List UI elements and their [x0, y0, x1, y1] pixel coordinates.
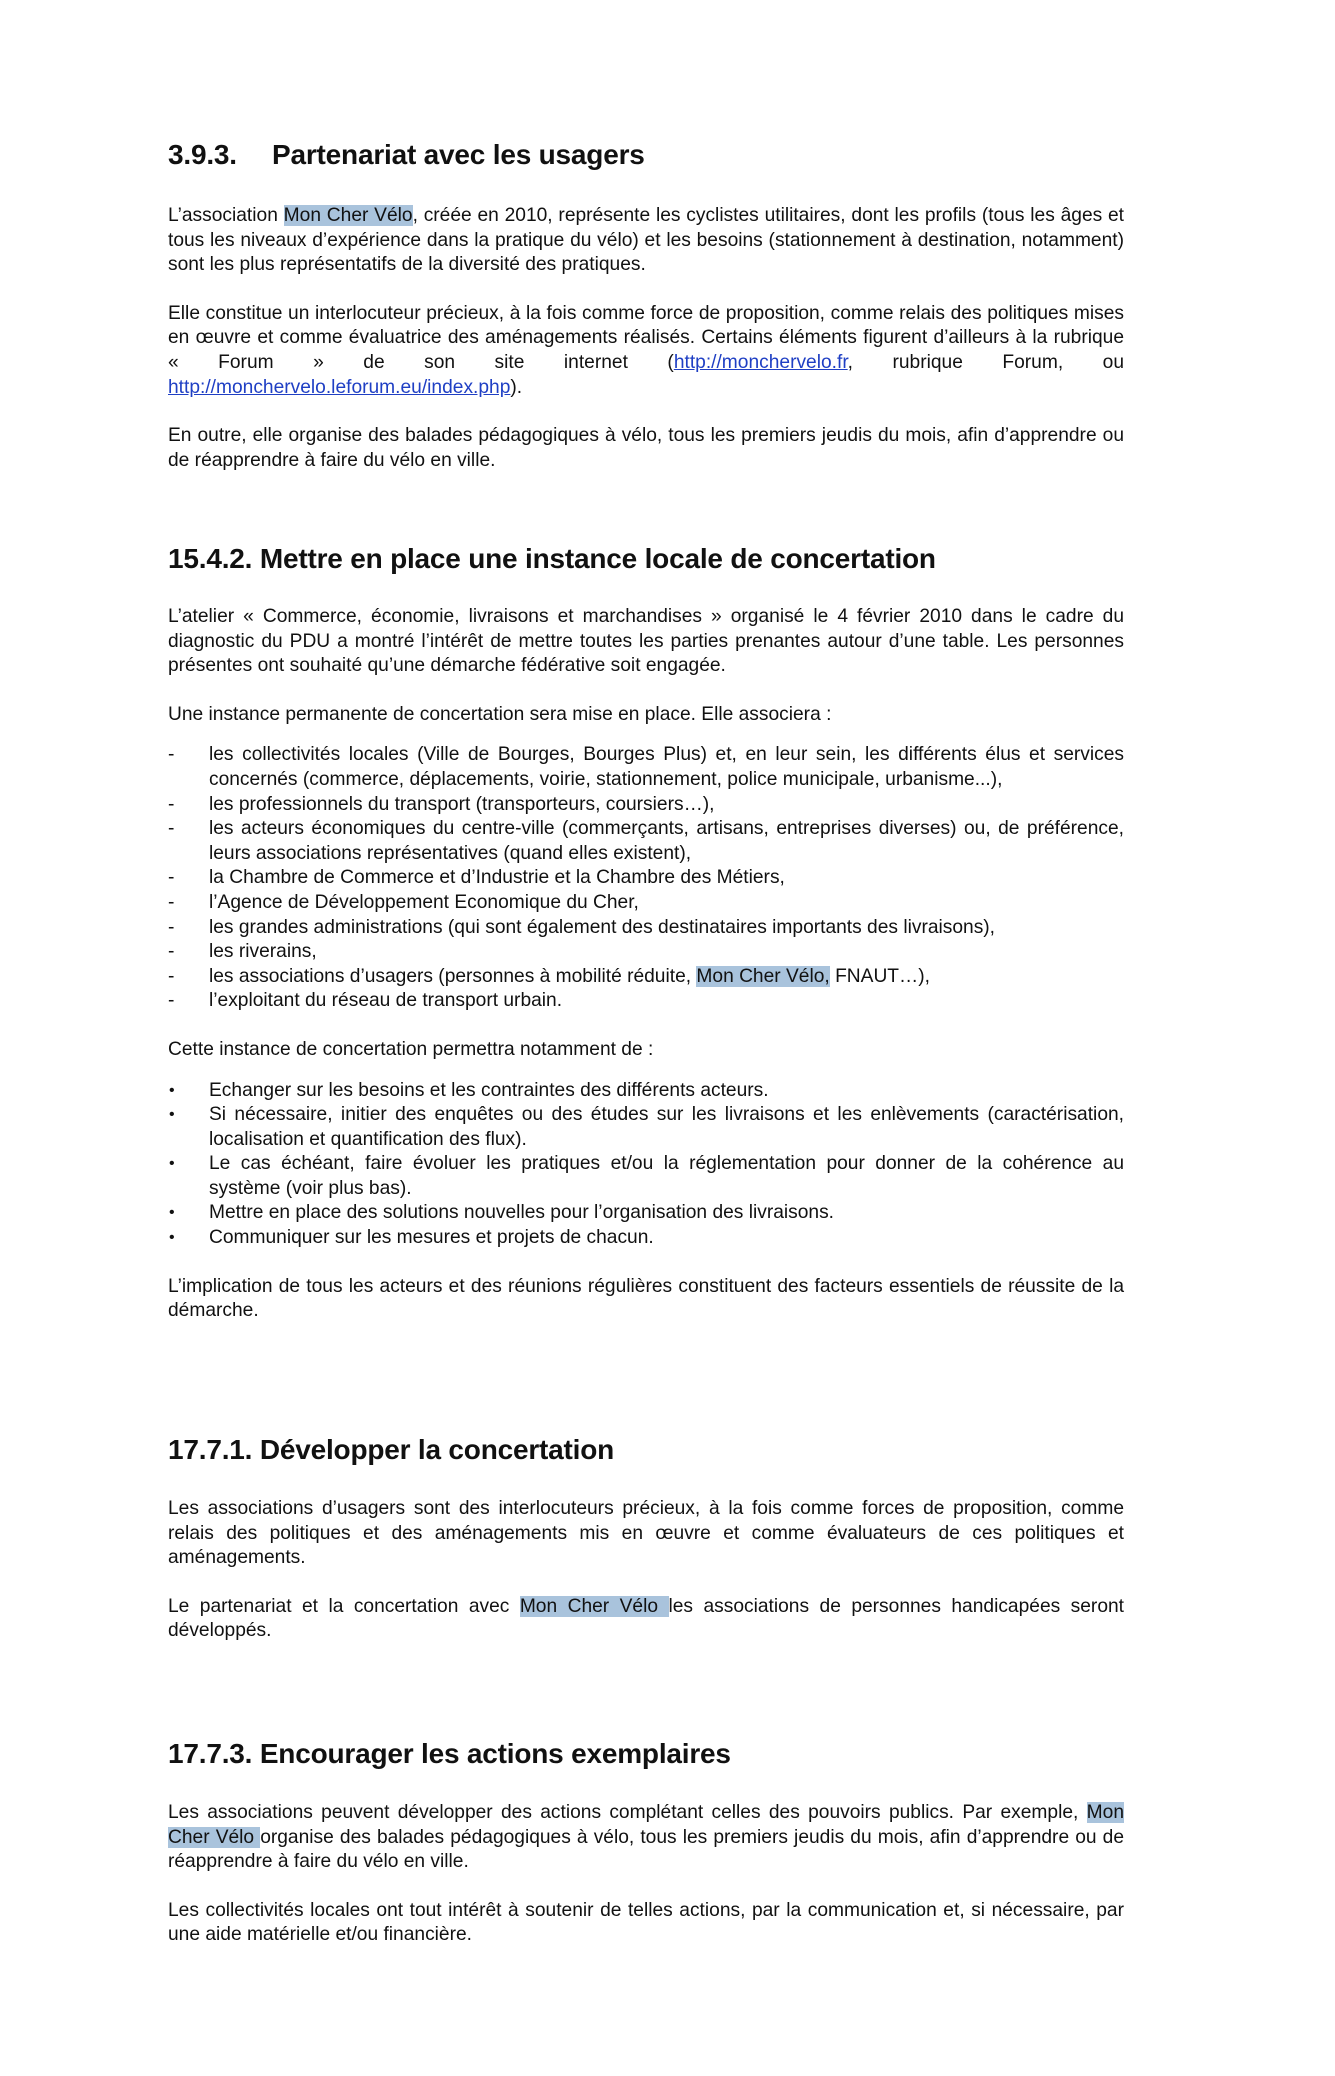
list-item	[168, 940, 1124, 965]
section-title: Développer la concertation	[259, 1434, 615, 1465]
section-title: Partenariat avec les usagers	[272, 139, 645, 170]
dash-marker: -	[168, 891, 175, 913]
dash-marker: -	[168, 965, 175, 987]
list-item	[168, 989, 1124, 1014]
section-15-4-2-body	[168, 605, 1124, 1324]
text: organise des balades pédagogiques à vélo, tous les premiers jeudis du mois, afin d’apprendre ou de réapprendre à faire du vélo en ville.	[168, 1826, 1125, 1873]
list-item-text: Mettre en place des solutions nouvelles pour l’organisation des livraisons.	[209, 1202, 835, 1224]
section-number: 3.9.3.	[168, 139, 237, 170]
list-item-text: l’Agence de Développement Economique du Cher,	[209, 891, 639, 913]
list-item	[168, 891, 1124, 916]
section-number: 17.7.3.	[168, 1738, 253, 1769]
highlighted-text: Mon Cher Vélo,	[696, 965, 830, 987]
list-item-text: les professionnels du transport (transporteurs, coursiers…),	[209, 793, 715, 815]
paragraph: Les associations d’usagers sont des interlocuteurs précieux, à la fois comme forces de proposition, comme relais des politiques et des aménagements mis en œuvre et comme évaluateurs de ces politiques et aménagements.	[168, 1498, 1124, 1569]
list-item-text: les collectivités locales (Ville de Bourges, Bourges Plus) et, en leur sein, les différents élus et services concernés (commerce, déplacements, voirie, stationnement, police municipale, urbanisme...),	[209, 744, 1124, 790]
section-heading-3-9-3	[168, 138, 645, 172]
bullet-marker: •	[169, 1106, 175, 1124]
list-item-text: les grandes administrations (qui sont également des destinataires importants des livraisons),	[209, 916, 996, 938]
highlighted-text: Mon Cher Vélo	[283, 205, 413, 226]
list-item-text: les riverains,	[209, 941, 317, 963]
list-item	[168, 916, 1124, 941]
list-item	[168, 965, 1124, 990]
list-item	[168, 1103, 1124, 1152]
list-item-text: Communiquer sur les mesures et projets de chacun.	[209, 1227, 654, 1249]
bullet-marker: •	[169, 1155, 175, 1173]
list-item	[168, 866, 1124, 891]
list-item	[168, 817, 1124, 866]
paragraph	[168, 302, 1124, 400]
paragraph: Les collectivités locales ont tout intérêt à soutenir de telles actions, par la communication et, si nécessaire, par une aide matérielle et/ou financière.	[168, 1899, 1124, 1946]
website-link[interactable]: http://monchervelo.fr	[673, 351, 848, 373]
text: Elle constitue un interlocuteur précieux, à la fois comme force de proposition, comme relais des politiques mises en œuvre et comme évaluatrice des aménagements réalisés. Certains éléments figurent d’ailleurs à la rubrique « Forum » de son site internet (	[168, 302, 1124, 373]
paragraph	[168, 1595, 1124, 1644]
dash-marker: -	[168, 867, 175, 889]
list-item-text: l’exploitant du réseau de transport urbain.	[209, 990, 563, 1012]
objectives-list	[168, 1079, 1124, 1251]
text: , rubrique Forum, ou	[847, 351, 1124, 373]
dash-marker: -	[168, 916, 175, 938]
list-item	[168, 1079, 1124, 1104]
text: Les associations peuvent développer des actions complétant celles des pouvoirs publics. Par exemple,	[168, 1802, 1087, 1823]
highlighted-text: Mon Cher Vélo	[168, 1802, 1124, 1848]
bullet-marker: •	[169, 1204, 175, 1222]
text: ).	[510, 376, 523, 398]
list-item-text: la Chambre de Commerce et d’Industrie et la Chambre des Métiers,	[209, 867, 785, 889]
section-heading-17-7-3	[168, 1737, 731, 1771]
bullet-marker: •	[169, 1229, 175, 1247]
list-item	[168, 793, 1124, 818]
dash-marker: -	[168, 990, 175, 1012]
forum-link[interactable]: http://monchervelo.leforum.eu/index.php	[168, 376, 511, 398]
list-item-text: les acteurs économiques du centre-ville (commerçants, artisans, entreprises diverses) ou, de préférence, leurs associations représentatives (quand elles existent),	[209, 818, 1124, 864]
paragraph: En outre, elle organise des balades pédagogiques à vélo, tous les premiers jeudis du mois, afin d’apprendre ou de réapprendre à faire du vélo en ville.	[168, 425, 1124, 471]
paragraph: Cette instance de concertation permettra notamment de :	[168, 1038, 654, 1060]
dash-marker: -	[168, 793, 175, 815]
section-number: 15.4.2.	[168, 543, 253, 574]
section-17-7-3-body	[168, 1801, 1124, 1948]
list-item-text: Le cas échéant, faire évoluer les pratiques et/ou la réglementation pour donner de la cohérence au système (voir plus bas).	[209, 1153, 1124, 1199]
list-item	[168, 1201, 1124, 1226]
dash-marker: -	[168, 941, 175, 963]
section-heading-17-7-1	[168, 1433, 614, 1467]
section-title: Mettre en place une instance locale de concertation	[259, 543, 936, 574]
highlighted-text: Mon Cher Vélo	[519, 1595, 669, 1617]
list-item	[168, 1152, 1124, 1201]
bullet-marker: •	[169, 1081, 175, 1099]
list-item	[168, 743, 1124, 792]
paragraph: L’atelier « Commerce, économie, livraisons et marchandises » organisé le 4 février 2010 dans le cadre du diagnostic du PDU a montré l’intérêt de mettre toutes les parties prenantes autour d’une table. Les personnes présentes ont souhaité qu’une démarche fédérative soit engagée.	[168, 606, 1124, 677]
list-item	[168, 1226, 1124, 1251]
list-item-text: Si nécessaire, initier des enquêtes ou des études sur les livraisons et les enlèvements (caractérisation, localisation et quantification des flux).	[209, 1104, 1124, 1150]
section-heading-15-4-2	[168, 542, 936, 576]
dash-marker: -	[168, 818, 175, 840]
paragraph: Une instance permanente de concertation sera mise en place. Elle associera :	[168, 703, 832, 725]
paragraph	[168, 204, 1124, 278]
section-3-9-3-body	[168, 204, 1124, 473]
text: , créée en 2010, représente les cyclistes utilitaires, dont les profils (tous les âges et tous les niveaux d’expérience dans la pratique du vélo) et les besoins (stationnement à destination, notamment) sont les plus représentatifs de la diversité des pratiques.	[168, 205, 1125, 276]
paragraph: L’implication de tous les acteurs et des réunions régulières constituent des facteurs essentiels de réussite de la démarche.	[168, 1275, 1124, 1322]
dash-marker: -	[168, 744, 175, 766]
list-item-text: FNAUT…),	[829, 965, 930, 987]
list-item-text: les associations d’usagers (personnes à mobilité réduite,	[209, 965, 697, 987]
paragraph	[168, 1801, 1124, 1875]
text: les associations de personnes handicapées seront développés.	[168, 1595, 1124, 1642]
text: Le partenariat et la concertation avec	[168, 1595, 520, 1617]
section-number: 17.7.1.	[168, 1434, 253, 1465]
section-17-7-1-body	[168, 1497, 1124, 1644]
list-item-text: Echanger sur les besoins et les contraintes des différents acteurs.	[209, 1079, 769, 1101]
section-title: Encourager les actions exemplaires	[259, 1738, 731, 1769]
stakeholder-list	[168, 743, 1124, 1014]
text: L’association	[168, 205, 284, 226]
